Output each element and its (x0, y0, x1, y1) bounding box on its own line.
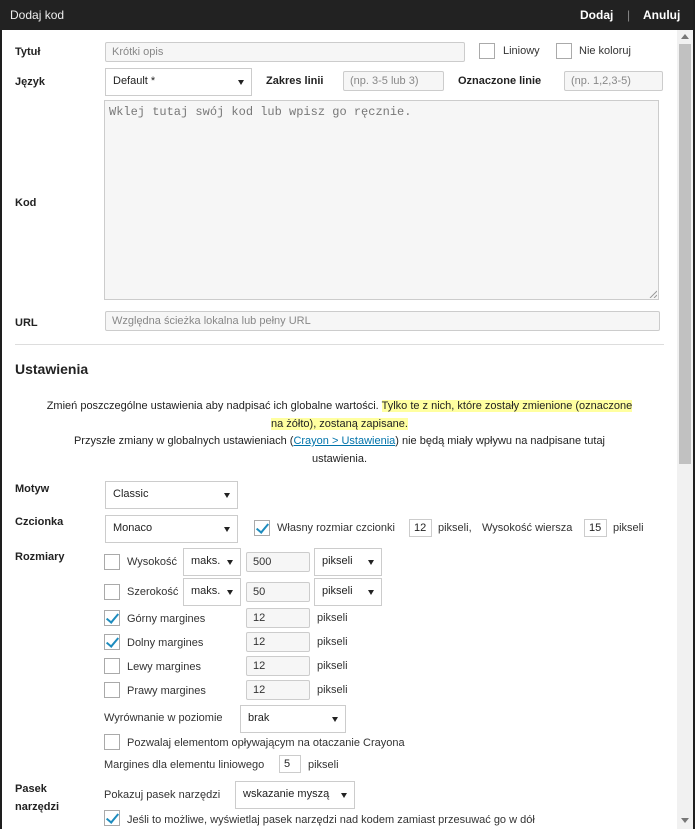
h-align-label: Wyrównanie w poziomie (104, 712, 223, 724)
chevron-down-icon (227, 590, 233, 595)
theme-label: Motyw (15, 483, 50, 495)
line-height-unit: pikseli (613, 522, 644, 534)
top-margin-label: Górny margines (127, 613, 206, 625)
intro-text: Zmień poszczególne ustawienia aby nadpisać ich globalne wartości. (46, 400, 382, 412)
toolbar-label-1: Pasek (15, 783, 47, 795)
inline-margin-input[interactable]: 5 (279, 755, 301, 773)
bottom-margin-checkbox[interactable] (104, 634, 120, 650)
language-select[interactable] (105, 68, 252, 96)
left-margin-unit: pikseli (317, 660, 348, 672)
top-margin-input[interactable]: 12 (246, 608, 310, 628)
title-label: Tytuł (15, 46, 41, 58)
font-value: Monaco (113, 522, 153, 534)
h-align-value: brak (248, 712, 270, 724)
scrollbar-thumb[interactable] (679, 44, 691, 464)
note-text-3: ustawienia. (311, 453, 368, 465)
width-unit-value: pikseli (322, 585, 353, 597)
settings-heading: Ustawienia (15, 361, 89, 377)
height-unit-value: pikseli (322, 555, 353, 567)
code-placeholder: Wklej tutaj swój kod lub wpisz go ręcznie. (109, 105, 412, 119)
height-unit-select[interactable] (314, 548, 382, 576)
font-select[interactable] (105, 515, 238, 543)
settings-note (2, 432, 677, 450)
left-margin-checkbox[interactable] (104, 658, 120, 674)
width-label: Szerokość (127, 586, 179, 598)
toolbar-overlay-label: Jeśli to możliwe, wyświetlaj pasek narzędzi nad kodem zamiast przesuwać go w dół (127, 814, 535, 826)
marked-lines-label: Oznaczone linie (458, 75, 542, 87)
scroll-up-icon[interactable] (681, 34, 689, 39)
bottom-margin-unit: pikseli (317, 636, 348, 648)
chevron-down-icon (224, 527, 230, 532)
custom-font-size-label: Własny rozmiar czcionki (277, 522, 395, 534)
inline-label: Liniowy (503, 45, 540, 57)
width-unit-select[interactable] (314, 578, 382, 606)
language-label: Język (15, 76, 45, 88)
right-margin-checkbox[interactable] (104, 682, 120, 698)
settings-link[interactable]: Crayon > Ustawienia (293, 435, 396, 447)
width-mode-select[interactable] (183, 578, 241, 606)
width-checkbox[interactable] (104, 584, 120, 600)
show-toolbar-label: Pokazuj pasek narzędzi (104, 789, 221, 801)
theme-value: Classic (113, 488, 149, 500)
settings-note-line2 (2, 450, 677, 468)
left-margin-label: Lewy margines (127, 661, 201, 673)
float-label: Pozwalaj elementom opływającym na otaczanie Crayona (127, 737, 405, 749)
marked-lines-input[interactable]: (np. 1,2,3-5) (564, 71, 663, 91)
sizes-label: Rozmiary (15, 551, 65, 563)
top-margin-unit: pikseli (317, 612, 348, 624)
inline-checkbox[interactable] (479, 43, 495, 59)
top-margin-checkbox[interactable] (104, 610, 120, 626)
note-text-2: ) nie będą miały wpływu na nadpisane tutaj (395, 435, 606, 447)
height-checkbox[interactable] (104, 554, 120, 570)
add-button[interactable]: Dodaj (580, 8, 614, 22)
intro-highlight-2: na żółto), zostaną zapisane. (271, 418, 408, 430)
right-margin-unit: pikseli (317, 684, 348, 696)
height-input[interactable]: 500 (246, 552, 310, 572)
inline-margin-label: Margines dla elementu liniowego (104, 759, 265, 771)
line-height-label: Wysokość wiersza (482, 522, 573, 534)
range-label: Zakres linii (266, 75, 324, 87)
resize-handle-icon[interactable] (649, 290, 657, 298)
toolbar-overlay-checkbox[interactable] (104, 810, 120, 826)
note-text-1: Przyszłe zmiany w globalnych ustawieniach ( (73, 435, 294, 447)
range-input[interactable]: (np. 3-5 lub 3) (343, 71, 444, 91)
language-value: Default * (113, 75, 156, 87)
title-input[interactable]: Krótki opis (105, 42, 465, 62)
scroll-down-icon[interactable] (681, 818, 689, 823)
h-align-select[interactable] (240, 705, 346, 733)
line-height-input[interactable]: 15 (584, 519, 607, 537)
custom-font-size-checkbox[interactable] (254, 520, 270, 536)
cancel-button[interactable]: Anuluj (643, 8, 681, 22)
no-color-label: Nie koloruj (579, 45, 631, 57)
dialog-content (2, 30, 677, 829)
url-input[interactable]: Względna ścieżka lokalna lub pełny URL (105, 311, 660, 331)
width-input[interactable]: 50 (246, 582, 310, 602)
code-label: Kod (15, 197, 37, 209)
chevron-down-icon (224, 493, 230, 498)
chevron-down-icon (227, 560, 233, 565)
titlebar-separator: | (627, 8, 631, 22)
height-mode-select[interactable] (183, 548, 241, 576)
intro-highlight-1: Tylko te z nich, które zostały zmienione (oznaczone (381, 400, 633, 412)
chevron-down-icon (238, 80, 244, 85)
divider (15, 344, 664, 345)
width-mode-value: maks. (191, 585, 221, 597)
dialog-title: Dodaj kod (10, 8, 65, 22)
show-toolbar-value: wskazanie myszą (243, 788, 330, 800)
bottom-margin-input[interactable]: 12 (246, 632, 310, 652)
settings-intro (2, 397, 677, 415)
font-label: Czcionka (15, 516, 64, 528)
chevron-down-icon (332, 717, 338, 722)
right-margin-input[interactable]: 12 (246, 680, 310, 700)
toolbar-label-2: narzędzi (15, 801, 60, 813)
url-label: URL (15, 317, 38, 329)
float-checkbox[interactable] (104, 734, 120, 750)
chevron-down-icon (368, 560, 374, 565)
dialog-titlebar (0, 0, 695, 30)
height-mode-value: maks. (191, 555, 221, 567)
height-label: Wysokość (127, 556, 178, 568)
bottom-margin-label: Dolny margines (127, 637, 204, 649)
theme-select[interactable] (105, 481, 238, 509)
vertical-scrollbar[interactable] (677, 30, 693, 829)
code-textarea[interactable] (104, 100, 659, 300)
settings-intro-line2 (2, 415, 677, 433)
no-color-checkbox[interactable] (556, 43, 572, 59)
right-margin-label: Prawy margines (127, 685, 206, 697)
font-size-input[interactable]: 12 (409, 519, 432, 537)
font-size-unit: pikseli, (438, 522, 472, 534)
inline-margin-unit: pikseli (308, 759, 339, 771)
left-margin-input[interactable]: 12 (246, 656, 310, 676)
show-toolbar-select[interactable] (235, 781, 355, 809)
chevron-down-icon (368, 590, 374, 595)
chevron-down-icon (341, 793, 347, 798)
